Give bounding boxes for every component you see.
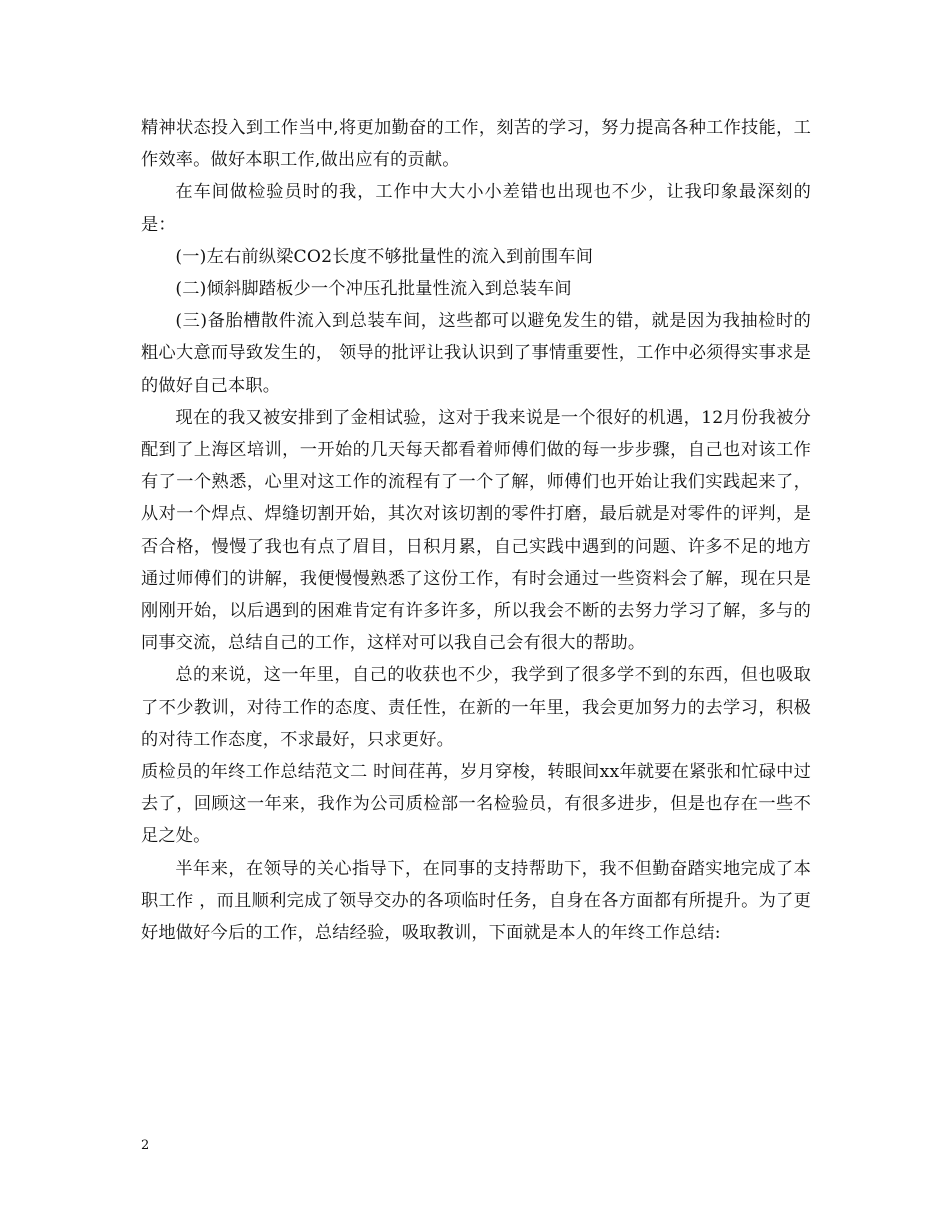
- paragraph: 在车间做检验员时的我，工作中大大小小差错也出现也不少，让我印象最深刻的是：: [141, 182, 811, 235]
- body-text: [141, 112, 811, 949]
- paragraph: 总的来说，这一年里，自己的收获也不少，我学到了很多学不到的东西，但也吸取了不少教训，对待工作的态度、责任性，在新的一年里，我会更加努力的去学习，积极的对待工作态度，不求最好，只求更好。: [141, 665, 811, 750]
- list-item-paragraph: (三)备胎槽散件流入到总装车间，这些都可以避免发生的错，就是因为我抽检时的粗心大意而导致发生的， 领导的批评让我认识到了事情重要性，工作中必须得实事求是的做好自己本职。: [141, 311, 811, 396]
- list-item-paragraph: (二)倾斜脚踏板少一个冲压孔批量性流入到总装车间: [175, 279, 572, 300]
- list-item-paragraph: (一)左右前纵梁CO2长度不够批量性的流入到前围车间: [175, 246, 594, 267]
- paragraph: 精神状态投入到工作当中,将更加勤奋的工作，刻苦的学习，努力提高各种工作技能，工作效率。做好本职工作,做出应有的贡献。: [141, 118, 811, 171]
- page-number: 2: [141, 1138, 150, 1153]
- paragraph: 现在的我又被安排到了金相试验，这对于我来说是一个很好的机遇，12月份我被分配到了上海区培训，一开始的几天每天都看着师傅们做的每一步步骤，自己也对该工作有了一个熟悉，心里对这工作的流程有了一个了解，师傅们也开始让我们实践起来了，从对一个焊点、焊缝切割开始，其次对该切割的零件打磨，最后就是对零件的评判，是否合格，慢慢了我也有点了眉目，日积月累，自己实践中遇到的问题、许多不足的地方通过师傅们的讲解，我便慢慢熟悉了这份工作，有时会通过一些资料会了解，现在只是刚刚开始，以后遇到的困难肯定有许多许多，所以我会不断的去努力学习了解，多与的同事交流，总结自己的工作，这样对可以我自己会有很大的帮助。: [141, 407, 811, 654]
- section-heading-paragraph: 质检员的年终工作总结范文二 时间荏苒，岁月穿梭，转眼间xx年就要在紧张和忙碌中过去了，回顾这一年来，我作为公司质检部一名检验员，有很多进步，但是也存在一些不足之处。: [141, 762, 811, 847]
- paragraph: 半年来，在领导的关心指导下，在同事的支持帮助下，我不但勤奋踏实地完成了本职工作 ，而且顺利完成了领导交办的各项临时任务，自身在各方面都有所提升。为了更好地做好今后的工作，总结经验，吸取教训，下面就是本人的年终工作总结:: [141, 858, 811, 944]
